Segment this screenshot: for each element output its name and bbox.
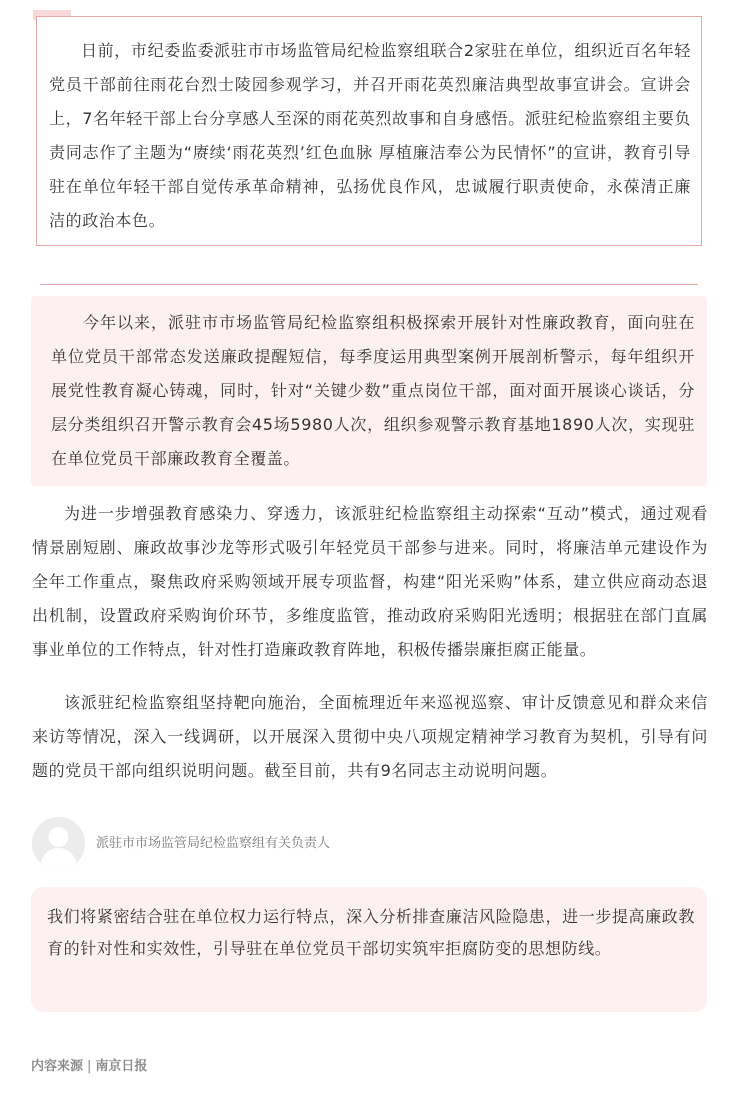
source-label: 内容来源 <box>31 1059 84 1074</box>
body-paragraph-targeted-treatment: 该派驻纪检监察组坚持靶向施治，全面梳理近年来巡视巡察、审计反馈意见和群众来信来访等情况，深入一线调研，以开展深入贯彻中央八项规定精神学习教育为契机，引导有问题的党员干部向组织说明问题。截至目前，共有9名同志主动说明问题。 <box>32 693 708 780</box>
highlight-paragraph: 今年以来，派驻市市场监管局纪检监察组积极探索开展针对性廉政教育，面向驻在单位党员干部常态发送廉政提醒短信，每季度运用典型案例开展剖析警示，每年组织开展党性教育凝心铸魂，同时，针对“关键少数”重点岗位干部，面对面开展谈心谈话，分层分类组织召开警示教育会45场5980人次，组织参观警示教育基地1890人次，实现驻在单位党员干部廉政教育全覆盖。 <box>51 313 695 468</box>
highlight-box <box>31 296 707 486</box>
source-line <box>31 1057 147 1077</box>
quote-text: 我们将紧密结合驻在单位权力运行特点，深入分析排查廉洁风险隐患，进一步提高廉政教育的针对性和实效性，引导驻在单位党员干部切实筑牢拒腐防变的思想防线。 <box>47 907 695 958</box>
quote-box <box>31 887 707 1012</box>
source-value: 南京日报 <box>95 1059 148 1074</box>
intro-box <box>36 16 702 246</box>
section-divider <box>40 284 698 285</box>
user-avatar-icon <box>32 817 85 870</box>
speaker-name: 派驻市市场监管局纪检监察组有关负责人 <box>96 836 331 851</box>
body-paragraph-interactive-mode: 为进一步增强教育感染力、穿透力，该派驻纪检监察组主动探索“互动”模式，通过观看情景剧短剧、廉政故事沙龙等形式吸引年轻党员干部参与进来。同时，将廉洁单元建设作为全年工作重点，聚焦政府采购领域开展专项监督，构建“阳光采购”体系，建立供应商动态退出机制，设置政府采购询价环节，多维度监管，推动政府采购阳光透明；根据驻在部门直属事业单位的工作特点，针对性打造廉政教育阵地，积极传播崇廉拒腐正能量。 <box>32 504 708 659</box>
source-separator: | <box>87 1059 92 1074</box>
intro-paragraph: 日前，市纪委监委派驻市市场监管局纪检监察组联合2家驻在单位，组织近百名年轻党员干部前往雨花台烈士陵园参观学习，并召开雨花英烈廉洁典型故事宣讲会。宣讲会上，7名年轻干部上台分享感人至深的雨花英烈故事和自身感悟。派驻纪检监察组主要负责同志作了主题为“赓续‘雨花英烈’红色血脉 厚植廉洁奉公为民情怀”的宣讲，教育引导驻在单位年轻干部自觉传承革命精神，弘扬优良作风，忠诚履行职责使命，永葆清正廉洁的政治本色。 <box>49 41 691 230</box>
